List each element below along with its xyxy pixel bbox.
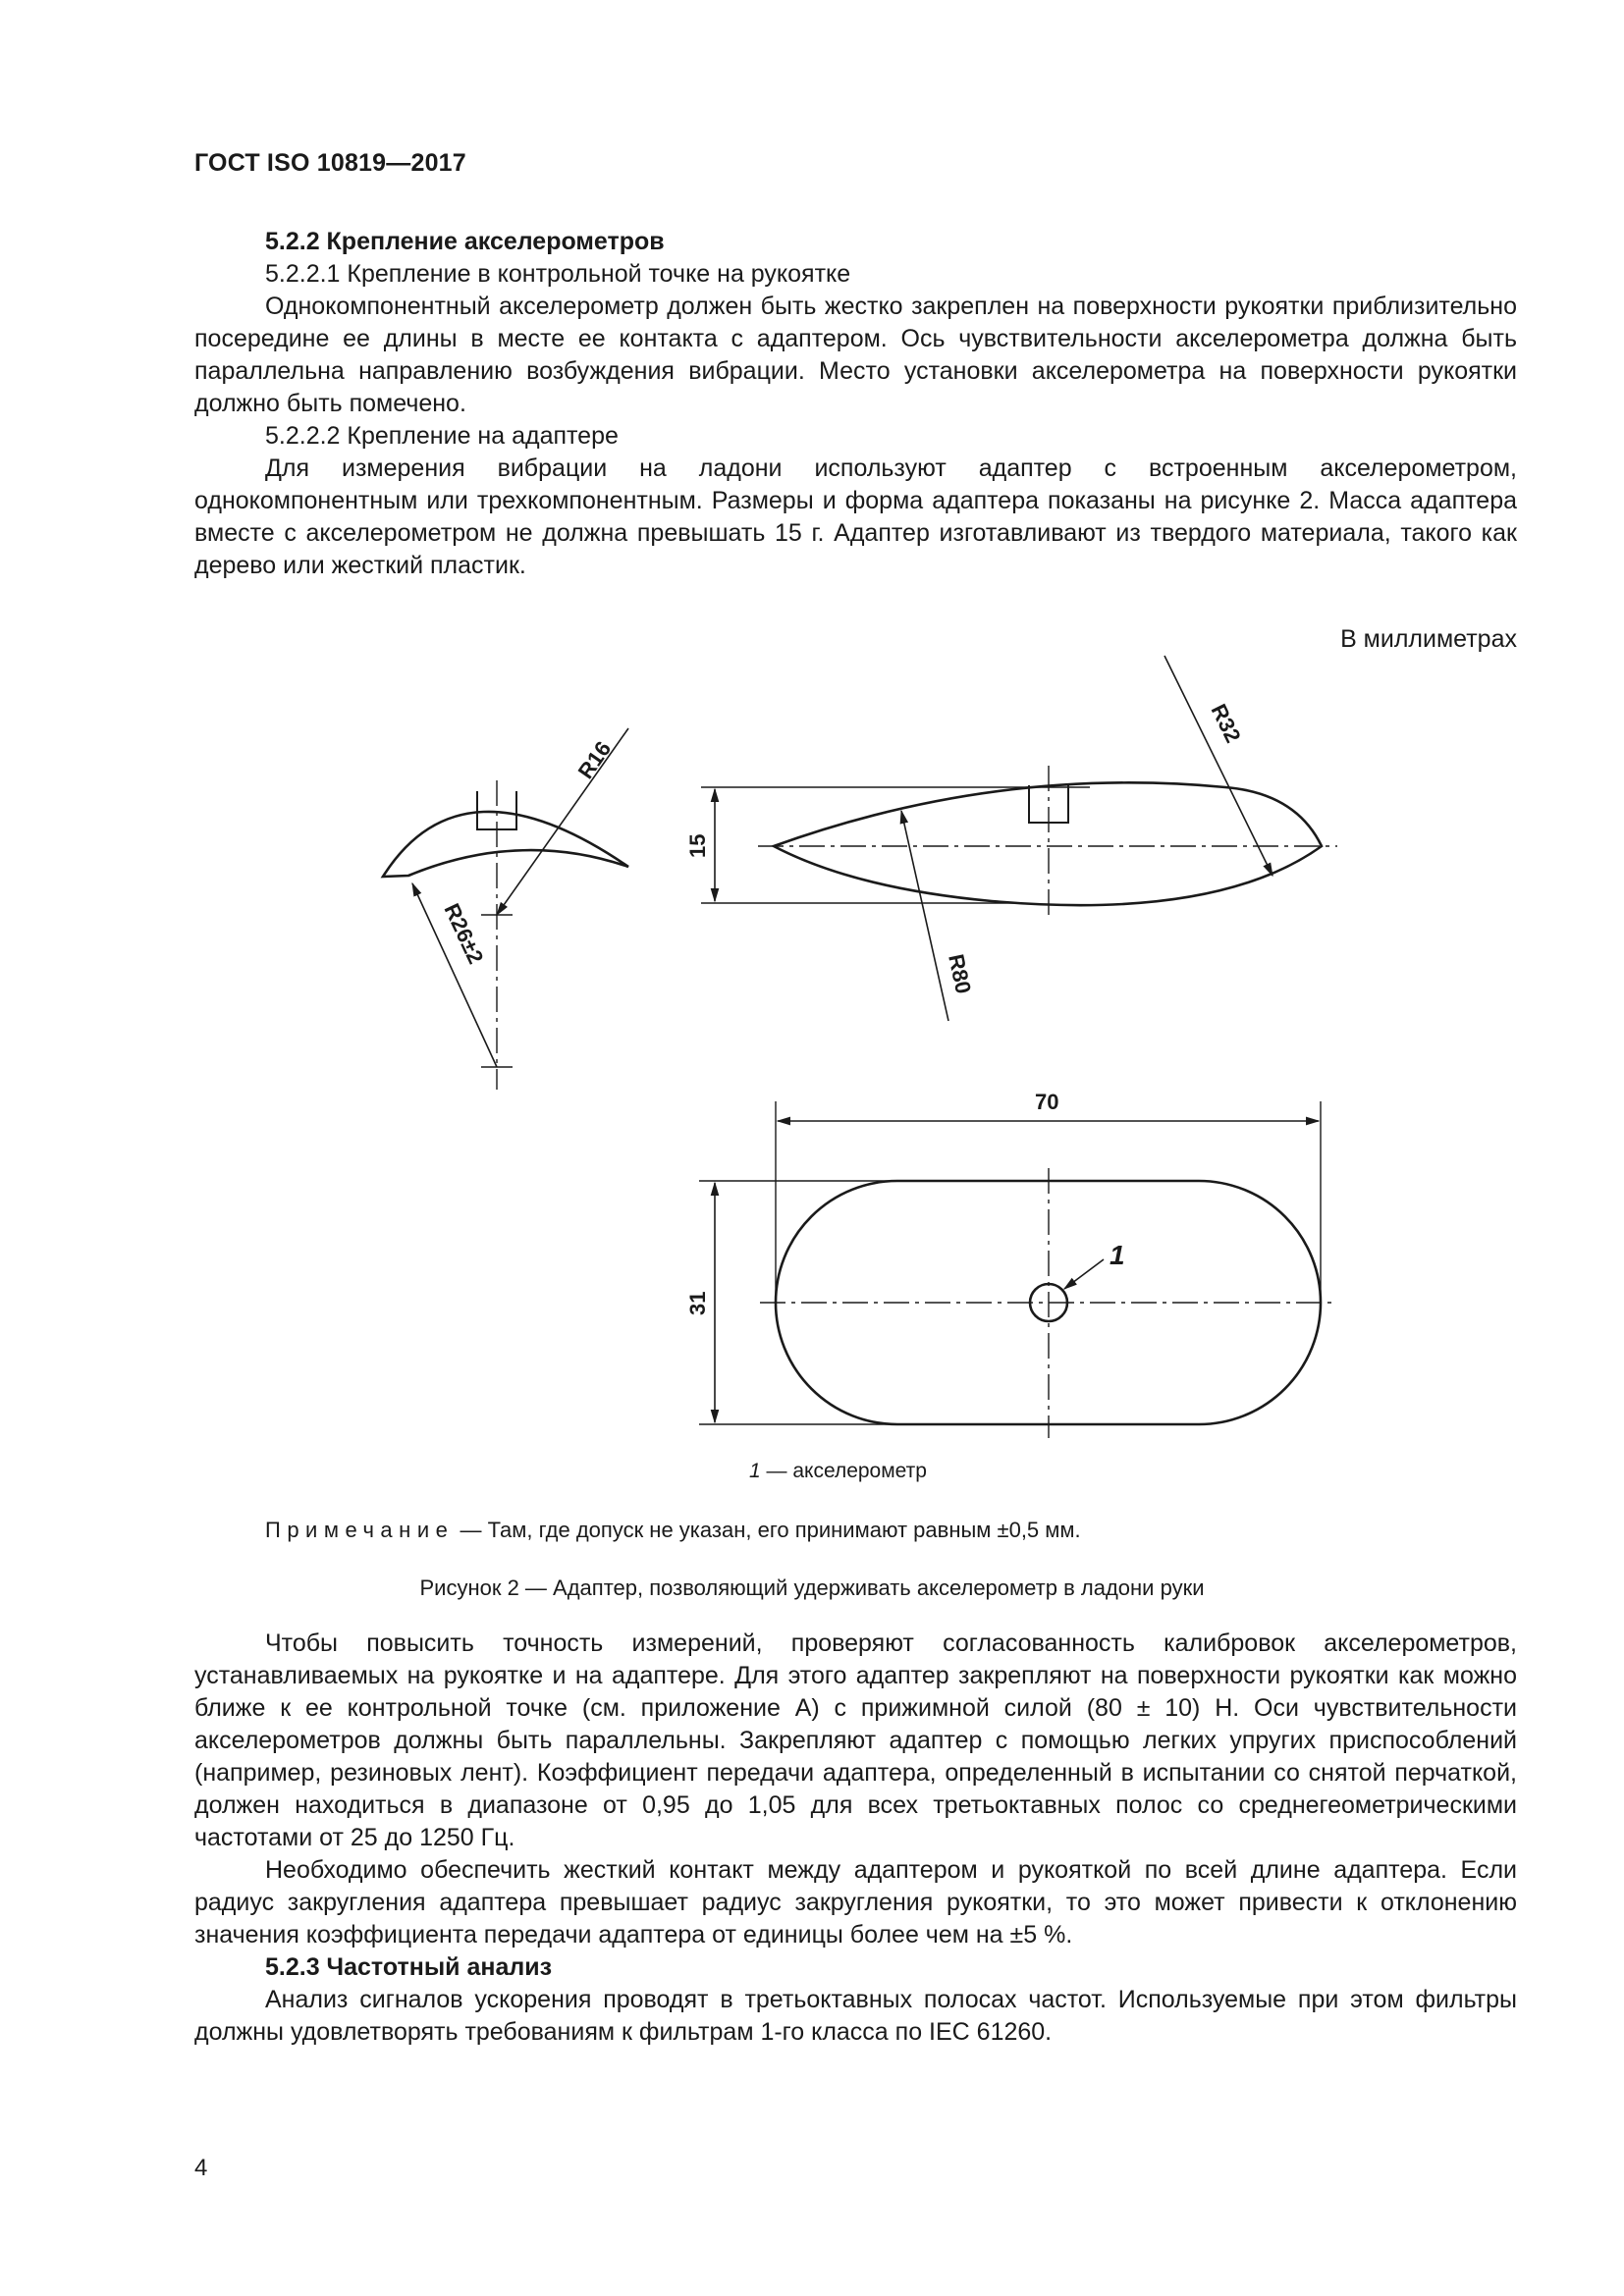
- r26-label: R26±2: [439, 899, 489, 968]
- note-text: — Там, где допуск не указан, его принимают равным ±0,5 мм.: [454, 1518, 1081, 1542]
- text-block-bottom: [194, 1628, 1517, 2049]
- figure-note: [265, 1518, 1081, 1543]
- section-heading: 5.2.2 Крепление акселерометров: [265, 228, 665, 255]
- units-note: В миллиметрах: [1340, 625, 1517, 653]
- dim-31-label: 31: [685, 1291, 710, 1315]
- subsection-title: 5.2.2.1 Крепление в контрольной точке на рукоятке: [265, 260, 851, 288]
- paragraph: Однокомпонентный акселерометр должен быть жестко закреплен на поверхности рукоятки приблизительно посередине ее длины в месте ее контакта с адаптером. Ось чувствительности акселерометра должна быть параллельна направлению возбуждения вибрации. Место установки акселерометра на поверхности рукоятки должно быть помечено.: [194, 293, 1517, 417]
- section-heading: 5.2.3 Частотный анализ: [265, 1953, 553, 1981]
- legend-number: 1: [749, 1460, 761, 1482]
- dim-15-label: 15: [685, 833, 710, 858]
- r32-leader: [1164, 656, 1272, 876]
- lens-side-view: [774, 782, 1322, 905]
- figure-legend: [749, 1460, 927, 1483]
- r80-leader: [901, 811, 948, 1021]
- r32-label: R32: [1206, 700, 1246, 747]
- legend-text: — акселерометр: [760, 1460, 927, 1482]
- subsection-title: 5.2.2.2 Крепление на адаптере: [265, 422, 619, 450]
- callout-leader: [1064, 1259, 1104, 1289]
- r16-label: R16: [572, 736, 617, 783]
- r80-label: R80: [944, 951, 976, 996]
- paragraph: Необходимо обеспечить жесткий контакт между адаптером и рукояткой по всей длине адаптера. Если радиус закругления адаптера превышает радиус закругления рукоятки, то это может привести к отклонению значения коэффициента передачи адаптера от единицы более чем на ±5 %.: [194, 1856, 1517, 1949]
- callout-label: 1: [1110, 1240, 1125, 1270]
- paragraph: Чтобы повысить точность измерений, проверяют согласованность калибровок акселерометров, устанавливаемых на рукоятке и на адаптере. Для этого адаптер закрепляют на поверхности рукоятки как можно ближе к ее контрольной точке (см. приложение А) с прижимной силой (80 ± 10) Н. Оси чувствительности акселерометров должны быть параллельны. Закрепляют адаптер с помощью легких упругих приспособлений (например, резиновых лент). Коэффициент передачи адаптера, определенный в испытании со снятой перчаткой, должен находиться в диапазоне от 0,95 до 1,05 для всех третьоктавных полос со среднегеометрическими частотами от 25 до 1250 Гц.: [194, 1629, 1517, 1851]
- crescent-end-view: [383, 812, 628, 877]
- figure-caption: Рисунок 2 — Адаптер, позволяющий удерживать акселерометр в ладони руки: [419, 1575, 1205, 1600]
- dim-70-label: 70: [1035, 1090, 1059, 1114]
- paragraph: Анализ сигналов ускорения проводят в третьоктавных полосах частот. Используемые при этом фильтры должны удовлетворять требованиям к фильтрам 1-го класса по IEC 61260.: [194, 1986, 1517, 2046]
- note-label: Примечание: [265, 1518, 455, 1542]
- paragraph: Для измерения вибрации на ладони используют адаптер с встроенным акселерометром, однокомпонентным или трехкомпонентным. Размеры и форма адаптера показаны на рисунке 2. Масса адаптера вместе с акселерометром не должна превышать 15 г. Адаптер изготавливают из твердого материала, такого как дерево или жесткий пластик.: [194, 454, 1517, 579]
- document-header: ГОСТ ISO 10819—2017: [194, 149, 466, 177]
- page-number: 4: [194, 2155, 208, 2181]
